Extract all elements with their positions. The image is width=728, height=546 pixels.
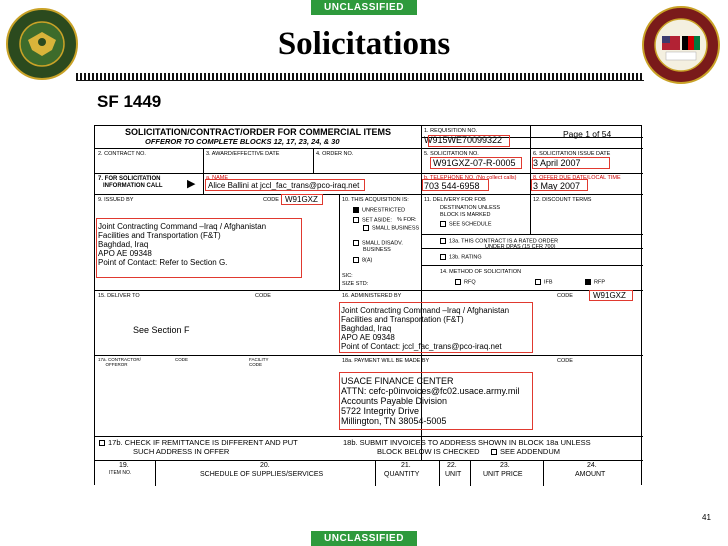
b10-size: SIZE STD:: [342, 281, 369, 287]
b9-line-1: Joint Contracting Command –Iraq / Afghanistan: [98, 222, 267, 231]
b18b-addendum[interactable]: SEE ADDENDUM: [491, 448, 560, 456]
b18b-line-2: BLOCK BELOW IS CHECKED: [377, 447, 480, 456]
b7b-label: b. TELEPHONE NO. (No collect calls): [424, 175, 517, 181]
col24-num: 24.: [587, 462, 597, 469]
b5-label: 5. SOLICITATION NO.: [424, 151, 479, 157]
b17b-line-2: SUCH ADDRESS IN OFFER: [133, 447, 230, 456]
b8-value: 3 May 2007: [533, 181, 581, 191]
b16-line-2: Facilities and Transportation (F&T): [341, 315, 464, 324]
highlight-b7b: [422, 179, 489, 191]
highlight-b8: [531, 179, 588, 191]
b13a-line-2: UNDER DPAS (15 CFR 700): [485, 244, 556, 250]
b7a-label: a. NAME: [206, 175, 229, 181]
b9-code-label: CODE: [263, 197, 279, 203]
b9-line-5: Point of Contact: Refer to Section G.: [98, 258, 228, 267]
col21-label: QUANTITY: [384, 471, 420, 478]
b15-code-label: CODE: [255, 293, 271, 299]
b14-ifb[interactable]: IFB: [535, 279, 553, 286]
arrow-right-icon: ▶: [187, 178, 196, 190]
highlight-b5: [430, 157, 522, 169]
b16-code: W91GXZ: [593, 291, 626, 300]
col21-num: 21.: [401, 462, 411, 469]
b16-line-5: Point of Contact: jccl_fac_trans@pco-iraq.net: [341, 342, 502, 351]
b17b-label[interactable]: 17b. CHECK IF REMITTANCE IS DIFFERENT AND PUT: [99, 439, 298, 447]
b18a-line-3: Accounts Payable Division: [341, 396, 448, 406]
b18a-line-1: USACE FINANCE CENTER: [341, 376, 454, 386]
col19-label: ITEM NO.: [109, 470, 132, 476]
col23-label: UNIT PRICE: [483, 471, 523, 478]
b11-label: 11. DELIVERY FOR FOB: [424, 197, 486, 203]
b6-label: 6. SOLICITATION ISSUE DATE: [533, 151, 611, 157]
b10-label: 10. THIS ACQUISITION IS:: [342, 197, 409, 203]
b13b-label[interactable]: 13b. RATING: [440, 254, 482, 261]
b9-line-3: Baghdad, Iraq: [98, 240, 149, 249]
b10-pct: % FOR:: [397, 217, 417, 223]
highlight-b9-code: [281, 194, 323, 205]
b11-line-2: DESTINATION UNLESS: [440, 205, 501, 211]
b18a-line-4: 5722 Integrity Drive: [341, 406, 420, 416]
b10-sic: SIC:: [342, 273, 353, 279]
b12-label: 12. DISCOUNT TERMS: [533, 197, 592, 203]
b18b-label: 18b. SUBMIT INVOICES TO ADDRESS SHOWN IN BLOCK 18a UNLESS: [343, 438, 591, 447]
col24-label: AMOUNT: [575, 471, 606, 478]
col23-num: 23.: [500, 462, 510, 469]
classification-banner-bottom: UNCLASSIFIED: [311, 531, 417, 546]
b16-label: 16. ADMINISTERED BY: [342, 293, 402, 299]
b17a-facility: FACILITY CODE: [249, 357, 269, 367]
highlight-b1: [428, 135, 510, 147]
col22-num: 22.: [447, 462, 457, 469]
form-name: SF 1449: [97, 92, 162, 111]
title-divider: [76, 73, 644, 80]
b10-setaside[interactable]: SET ASIDE:: [353, 217, 392, 224]
highlight-b6: [532, 157, 610, 169]
page-label: Page 1 of 54: [563, 129, 612, 139]
b9-line-4: APO AE 09348: [98, 249, 152, 258]
b2-label: 2. CONTRACT NO.: [98, 151, 146, 157]
b15-value: See Section F: [133, 325, 190, 335]
b9-label: 9. ISSUED BY: [98, 197, 134, 203]
col22-label: UNIT: [445, 471, 462, 478]
b16-line-1: Joint Contracting Command –Iraq / Afghanistan: [341, 306, 510, 315]
col20-num: 20.: [260, 462, 270, 469]
b18a-line-5: Millington, TN 38054-5005: [341, 416, 447, 426]
b4-label: 4. ORDER NO.: [316, 151, 354, 157]
b7-label: 7. FOR SOLICITATION INFORMATION CALL: [98, 176, 163, 189]
b7a-value: Alice Ballini at jccl_fac_trans@pco-iraq.net: [208, 181, 360, 190]
b16-line-3: Baghdad, Iraq: [341, 324, 392, 333]
b14-rfp[interactable]: RFP: [585, 279, 605, 286]
b16-code-label: CODE: [557, 293, 573, 299]
b10-8a[interactable]: 8(A): [353, 257, 372, 264]
b18a-label: 18a. PAYMENT WILL BE MADE BY: [342, 358, 430, 364]
form-title: SOLICITATION/CONTRACT/ORDER FOR COMMERCIAL ITEMS: [125, 127, 391, 137]
b16-line-4: APO AE 09348: [341, 333, 395, 342]
b6-value: 3 April 2007: [533, 158, 581, 168]
classification-banner-top: UNCLASSIFIED: [311, 0, 417, 15]
b18a-code-label: CODE: [557, 358, 573, 364]
b15-label: 15. DELIVER TO: [98, 293, 140, 299]
b11-schedule[interactable]: SEE SCHEDULE: [440, 221, 492, 228]
highlight-b16-code: [589, 290, 633, 301]
page-number: 41: [702, 513, 711, 522]
form-instruction: OFFEROR TO COMPLETE BLOCKS 12, 17, 23, 24, & 30: [145, 137, 340, 146]
b17a-code: CODE: [175, 357, 189, 362]
b10-disadv[interactable]: SMALL DISADV.: [353, 240, 403, 247]
b8-label: 8. OFFER DUE DATE/LOCAL TIME: [533, 175, 621, 181]
highlight-b9: [96, 218, 302, 278]
sf1449-form: [94, 125, 642, 485]
b9-line-2: Facilities and Transportation (F&T): [98, 231, 221, 240]
b18a-line-2[interactable]: ATTN: cefc-p0invoices@fc02.usace.army.mil: [341, 386, 520, 396]
b1-label: 1. REQUISITION NO.: [424, 128, 478, 134]
highlight-b7a: [205, 179, 365, 191]
highlight-b16: [339, 302, 533, 353]
b1-value: W915WE70099322: [424, 135, 503, 145]
b14-label: 14. METHOD OF SOLICITATION: [440, 269, 522, 275]
b9-code: W91GXZ: [285, 195, 318, 204]
b7b-value: 703 544-6958: [424, 181, 480, 191]
title-divider-line: [76, 80, 644, 81]
highlight-b18a: [339, 372, 533, 430]
slide-title: Solicitations: [277, 26, 451, 62]
b10-disadv-2: BUSINESS: [363, 247, 391, 253]
b14-rfq[interactable]: RFQ: [455, 279, 476, 286]
col20-label: SCHEDULE OF SUPPLIES/SERVICES: [200, 471, 324, 478]
b17a-label: 17a. CONTRACTOR/ OFFEROR: [98, 357, 141, 367]
b3-label: 3. AWARD/EFFECTIVE DATE: [206, 151, 280, 157]
b11-line-3: BLOCK IS MARKED: [440, 212, 491, 218]
b10-unrestricted[interactable]: UNRESTRICTED: [353, 207, 405, 214]
col19-num: 19.: [119, 462, 129, 469]
b5-value: W91GXZ-07-R-0005: [433, 158, 516, 168]
b13a-label[interactable]: 13a. THIS CONTRACT IS A RATED ORDER: [440, 238, 558, 245]
b10-small[interactable]: SMALL BUSINESS: [363, 225, 419, 232]
